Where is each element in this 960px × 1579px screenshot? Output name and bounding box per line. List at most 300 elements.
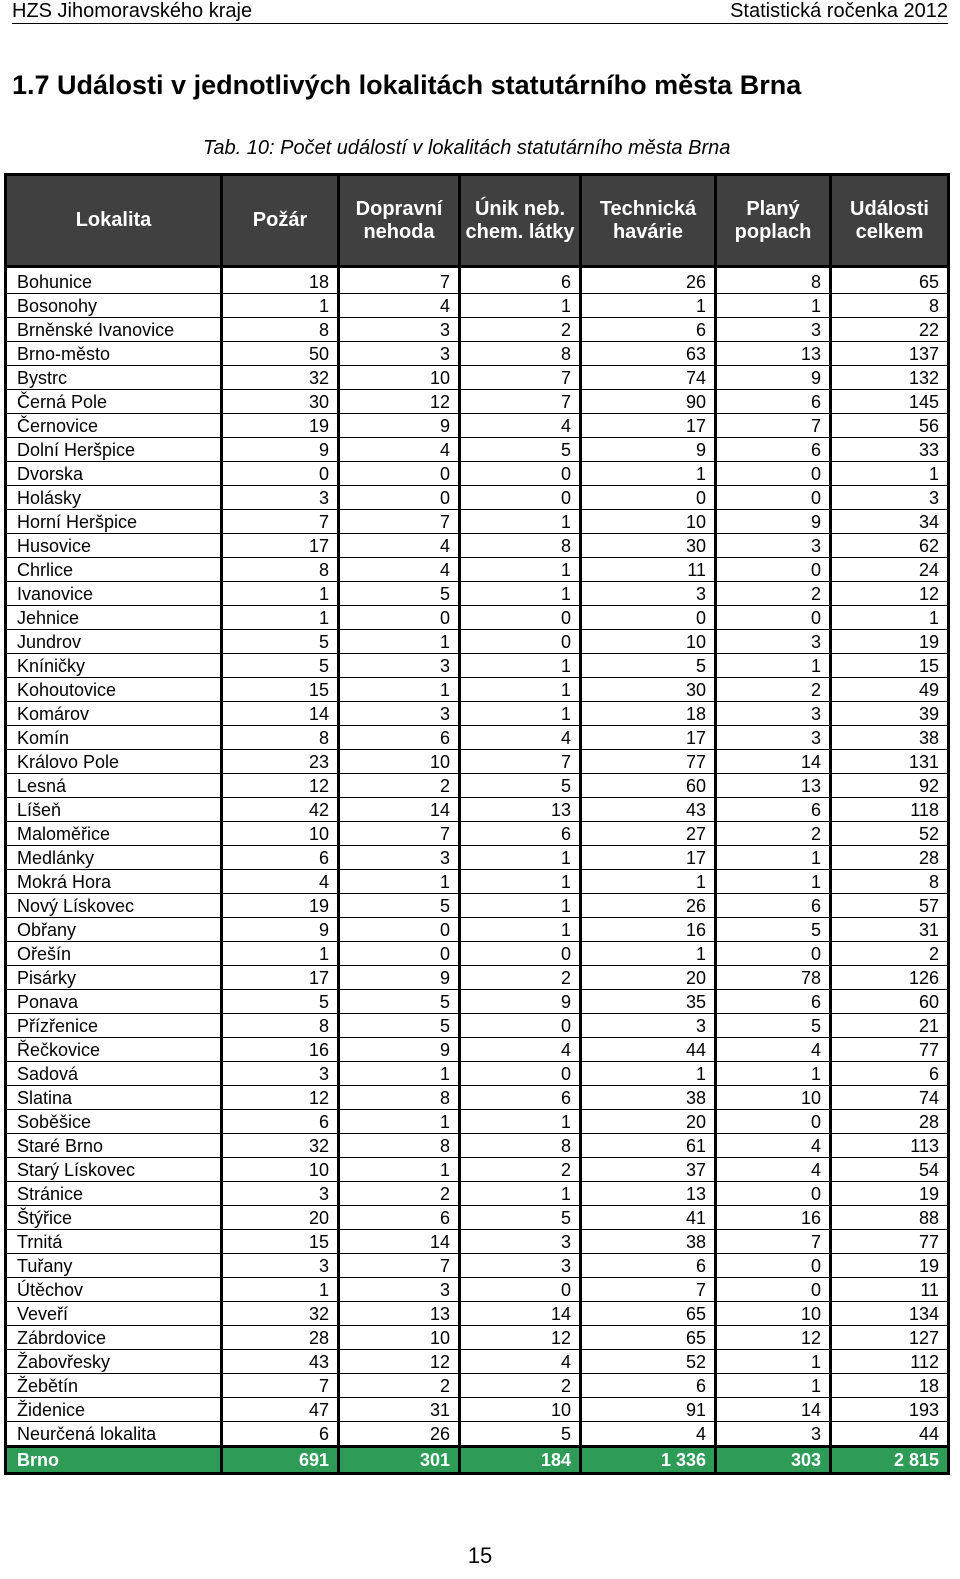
row-value: 56: [831, 414, 949, 438]
row-value: 8: [339, 1134, 460, 1158]
row-value: 126: [831, 966, 949, 990]
row-value: 4: [339, 294, 460, 318]
row-value: 31: [339, 1398, 460, 1422]
row-value: 6: [581, 1254, 716, 1278]
row-value: 33: [831, 438, 949, 462]
row-value: 14: [222, 702, 339, 726]
total-cell: 301: [339, 1447, 460, 1474]
row-value: 7: [460, 366, 581, 390]
row-value: 16: [716, 1206, 831, 1230]
row-value: 20: [581, 966, 716, 990]
row-value: 4: [339, 534, 460, 558]
row-value: 14: [716, 750, 831, 774]
row-value: 1: [222, 606, 339, 630]
row-value: 4: [222, 870, 339, 894]
total-cell: 184: [460, 1447, 581, 1474]
table-row: [6, 1278, 949, 1302]
table-body: [6, 267, 949, 1447]
table-header-row: [6, 175, 949, 267]
row-value: 17: [222, 534, 339, 558]
row-value: 1: [831, 462, 949, 486]
row-value: 1: [339, 1062, 460, 1086]
col-header-technicka-havarie: Technická havárie: [581, 175, 716, 267]
events-table: [4, 173, 950, 1475]
row-locality: Žebětín: [6, 1374, 222, 1398]
table-row: [6, 534, 949, 558]
row-value: 13: [460, 798, 581, 822]
row-locality: Stránice: [6, 1182, 222, 1206]
table-row: [6, 1374, 949, 1398]
row-value: 26: [581, 267, 716, 294]
table-row: [6, 366, 949, 390]
row-value: 18: [222, 267, 339, 294]
row-value: 16: [222, 1038, 339, 1062]
col-header-plany-poplach: Planý poplach: [716, 175, 831, 267]
row-value: 88: [831, 1206, 949, 1230]
row-value: 19: [222, 414, 339, 438]
row-value: 10: [339, 366, 460, 390]
row-value: 3: [716, 1422, 831, 1447]
row-value: 32: [222, 1302, 339, 1326]
table-row: [6, 486, 949, 510]
row-value: 113: [831, 1134, 949, 1158]
row-value: 74: [581, 366, 716, 390]
row-locality: Štýřice: [6, 1206, 222, 1230]
row-value: 1: [339, 630, 460, 654]
row-value: 3: [339, 654, 460, 678]
row-value: 4: [716, 1158, 831, 1182]
row-value: 20: [222, 1206, 339, 1230]
row-locality: Žabovřesky: [6, 1350, 222, 1374]
table-row: [6, 846, 949, 870]
row-value: 6: [460, 822, 581, 846]
row-value: 2: [716, 822, 831, 846]
row-value: 1: [716, 846, 831, 870]
row-value: 3: [716, 318, 831, 342]
row-value: 47: [222, 1398, 339, 1422]
row-value: 8: [716, 267, 831, 294]
row-value: 0: [716, 942, 831, 966]
row-value: 193: [831, 1398, 949, 1422]
row-locality: Sadová: [6, 1062, 222, 1086]
row-value: 0: [581, 606, 716, 630]
total-cell: 1 336: [581, 1447, 716, 1474]
row-value: 1: [581, 294, 716, 318]
row-locality: Brno-město: [6, 342, 222, 366]
row-value: 2: [716, 582, 831, 606]
row-value: 0: [339, 462, 460, 486]
row-value: 3: [460, 1254, 581, 1278]
row-value: 0: [460, 606, 581, 630]
row-value: 19: [222, 894, 339, 918]
row-value: 65: [581, 1326, 716, 1350]
row-value: 6: [222, 846, 339, 870]
table-row: [6, 294, 949, 318]
table-row: [6, 438, 949, 462]
row-value: 19: [831, 1182, 949, 1206]
table-row: [6, 630, 949, 654]
row-locality: Přízřenice: [6, 1014, 222, 1038]
row-value: 2: [460, 1158, 581, 1182]
row-value: 44: [581, 1038, 716, 1062]
row-value: 1: [460, 846, 581, 870]
row-value: 10: [222, 1158, 339, 1182]
row-locality: Černovice: [6, 414, 222, 438]
row-locality: Husovice: [6, 534, 222, 558]
row-value: 44: [831, 1422, 949, 1447]
row-value: 5: [460, 774, 581, 798]
row-value: 131: [831, 750, 949, 774]
row-value: 0: [716, 1110, 831, 1134]
row-value: 4: [460, 1038, 581, 1062]
row-value: 13: [716, 774, 831, 798]
row-value: 3: [460, 1230, 581, 1254]
row-value: 19: [831, 630, 949, 654]
row-value: 2: [831, 942, 949, 966]
row-value: 28: [831, 1110, 949, 1134]
row-value: 1: [460, 870, 581, 894]
row-value: 1: [339, 678, 460, 702]
row-value: 49: [831, 678, 949, 702]
row-value: 74: [831, 1086, 949, 1110]
row-value: 0: [460, 942, 581, 966]
row-value: 3: [716, 534, 831, 558]
row-value: 4: [339, 558, 460, 582]
row-value: 28: [831, 846, 949, 870]
row-value: 0: [716, 1254, 831, 1278]
row-locality: Starý Lískovec: [6, 1158, 222, 1182]
row-locality: Lesná: [6, 774, 222, 798]
row-value: 31: [831, 918, 949, 942]
row-value: 132: [831, 366, 949, 390]
table-row: [6, 582, 949, 606]
row-value: 3: [339, 846, 460, 870]
table-row: [6, 414, 949, 438]
row-locality: Tuřany: [6, 1254, 222, 1278]
row-value: 2: [716, 678, 831, 702]
row-locality: Obřany: [6, 918, 222, 942]
row-value: 14: [716, 1398, 831, 1422]
row-locality: Kohoutovice: [6, 678, 222, 702]
row-value: 1: [339, 1110, 460, 1134]
row-value: 6: [716, 438, 831, 462]
row-value: 7: [716, 1230, 831, 1254]
row-value: 9: [339, 966, 460, 990]
row-value: 15: [222, 678, 339, 702]
row-value: 3: [716, 630, 831, 654]
table-row: [6, 1326, 949, 1350]
row-value: 34: [831, 510, 949, 534]
row-value: 8: [460, 534, 581, 558]
row-locality: Horní Heršpice: [6, 510, 222, 534]
row-locality: Židenice: [6, 1398, 222, 1422]
table-row: [6, 1110, 949, 1134]
row-value: 8: [831, 870, 949, 894]
row-value: 8: [460, 1134, 581, 1158]
row-value: 5: [716, 918, 831, 942]
table-row: [6, 1254, 949, 1278]
row-locality: Komárov: [6, 702, 222, 726]
row-value: 8: [222, 318, 339, 342]
row-value: 3: [716, 702, 831, 726]
row-value: 0: [460, 1278, 581, 1302]
row-value: 3: [339, 1278, 460, 1302]
row-value: 5: [222, 630, 339, 654]
row-value: 0: [460, 1014, 581, 1038]
row-value: 0: [716, 486, 831, 510]
row-value: 77: [831, 1038, 949, 1062]
row-value: 112: [831, 1350, 949, 1374]
row-value: 10: [460, 1398, 581, 1422]
row-value: 1: [222, 294, 339, 318]
row-value: 1: [581, 462, 716, 486]
row-locality: Jehnice: [6, 606, 222, 630]
row-value: 0: [581, 486, 716, 510]
row-value: 60: [581, 774, 716, 798]
row-value: 0: [339, 942, 460, 966]
row-value: 37: [581, 1158, 716, 1182]
row-locality: Černá Pole: [6, 390, 222, 414]
row-value: 1: [460, 582, 581, 606]
row-value: 43: [222, 1350, 339, 1374]
row-value: 0: [339, 918, 460, 942]
row-value: 15: [831, 654, 949, 678]
row-value: 65: [831, 267, 949, 294]
row-value: 39: [831, 702, 949, 726]
row-value: 35: [581, 990, 716, 1014]
row-value: 0: [716, 606, 831, 630]
row-value: 0: [716, 558, 831, 582]
col-header-lokalita: Lokalita: [6, 175, 222, 267]
row-locality: Nový Lískovec: [6, 894, 222, 918]
row-value: 1: [716, 870, 831, 894]
row-value: 118: [831, 798, 949, 822]
row-value: 6: [716, 990, 831, 1014]
row-locality: Zábrdovice: [6, 1326, 222, 1350]
row-value: 7: [339, 1254, 460, 1278]
row-value: 6: [831, 1062, 949, 1086]
row-value: 17: [581, 414, 716, 438]
row-value: 134: [831, 1302, 949, 1326]
row-value: 3: [339, 702, 460, 726]
row-value: 28: [222, 1326, 339, 1350]
row-value: 12: [460, 1326, 581, 1350]
row-locality: Bystrc: [6, 366, 222, 390]
row-value: 27: [581, 822, 716, 846]
page-number: 15: [467, 1543, 493, 1568]
row-value: 12: [716, 1326, 831, 1350]
table-row: [6, 390, 949, 414]
row-value: 5: [460, 1422, 581, 1447]
total-cell: 691: [222, 1447, 339, 1474]
row-value: 1: [460, 654, 581, 678]
row-value: 9: [460, 990, 581, 1014]
total-cell: 303: [716, 1447, 831, 1474]
row-value: 16: [581, 918, 716, 942]
row-value: 2: [460, 318, 581, 342]
table-row: [6, 1086, 949, 1110]
row-value: 0: [339, 606, 460, 630]
row-value: 26: [339, 1422, 460, 1447]
table-row: [6, 606, 949, 630]
table-row: [6, 1422, 949, 1447]
row-value: 9: [222, 918, 339, 942]
row-value: 43: [581, 798, 716, 822]
row-value: 12: [339, 390, 460, 414]
row-value: 12: [222, 1086, 339, 1110]
row-value: 10: [581, 510, 716, 534]
section-title: 1.7 Události v jednotlivých lokalitách statutárního města Brna: [12, 70, 802, 100]
row-value: 5: [339, 990, 460, 1014]
row-value: 1: [460, 894, 581, 918]
table-row: [6, 678, 949, 702]
col-header-udalosti-celkem: Události celkem: [831, 175, 949, 267]
row-value: 1: [339, 1158, 460, 1182]
table-row: [6, 462, 949, 486]
row-value: 1: [460, 1182, 581, 1206]
row-locality: Kníničky: [6, 654, 222, 678]
row-locality: Královo Pole: [6, 750, 222, 774]
row-value: 11: [831, 1278, 949, 1302]
row-locality: Řečkovice: [6, 1038, 222, 1062]
row-value: 1: [831, 606, 949, 630]
row-value: 1: [716, 654, 831, 678]
row-value: 5: [339, 582, 460, 606]
table-row: [6, 1158, 949, 1182]
row-value: 8: [222, 558, 339, 582]
row-value: 20: [581, 1110, 716, 1134]
row-value: 92: [831, 774, 949, 798]
row-locality: Slatina: [6, 1086, 222, 1110]
row-value: 1: [581, 1062, 716, 1086]
row-value: 0: [716, 1278, 831, 1302]
row-value: 14: [339, 1230, 460, 1254]
row-value: 7: [716, 414, 831, 438]
row-value: 1: [716, 1350, 831, 1374]
table-row: [6, 870, 949, 894]
row-value: 1: [460, 702, 581, 726]
row-value: 0: [460, 630, 581, 654]
row-value: 23: [222, 750, 339, 774]
table-row: [6, 558, 949, 582]
row-value: 0: [716, 1182, 831, 1206]
table-row: [6, 1134, 949, 1158]
row-value: 1: [222, 942, 339, 966]
row-value: 1: [460, 558, 581, 582]
row-value: 2: [339, 1182, 460, 1206]
row-value: 10: [581, 630, 716, 654]
row-value: 7: [460, 750, 581, 774]
table-row: [6, 702, 949, 726]
row-value: 5: [716, 1014, 831, 1038]
row-value: 32: [222, 366, 339, 390]
row-value: 12: [222, 774, 339, 798]
row-value: 38: [831, 726, 949, 750]
row-value: 19: [831, 1254, 949, 1278]
table-row: [6, 942, 949, 966]
row-value: 60: [831, 990, 949, 1014]
row-value: 7: [222, 1374, 339, 1398]
row-value: 0: [339, 486, 460, 510]
row-value: 6: [222, 1110, 339, 1134]
row-value: 8: [222, 726, 339, 750]
row-value: 4: [581, 1422, 716, 1447]
table-row: [6, 654, 949, 678]
row-value: 5: [460, 1206, 581, 1230]
row-value: 0: [716, 462, 831, 486]
row-value: 9: [339, 414, 460, 438]
row-value: 61: [581, 1134, 716, 1158]
total-label: Brno: [6, 1447, 222, 1474]
row-value: 3: [581, 582, 716, 606]
row-value: 7: [339, 822, 460, 846]
row-value: 63: [581, 342, 716, 366]
row-value: 3: [339, 318, 460, 342]
row-value: 2: [460, 966, 581, 990]
row-value: 32: [222, 1134, 339, 1158]
row-value: 10: [339, 750, 460, 774]
row-value: 6: [339, 726, 460, 750]
row-value: 3: [716, 726, 831, 750]
table-row: [6, 990, 949, 1014]
row-value: 4: [339, 438, 460, 462]
row-value: 6: [581, 1374, 716, 1398]
row-value: 1: [339, 870, 460, 894]
row-value: 1: [460, 1110, 581, 1134]
row-value: 17: [581, 846, 716, 870]
row-value: 9: [716, 510, 831, 534]
row-value: 5: [460, 438, 581, 462]
row-value: 8: [831, 294, 949, 318]
row-locality: Bohunice: [6, 267, 222, 294]
row-value: 1: [460, 510, 581, 534]
table-row: [6, 1398, 949, 1422]
row-locality: Líšeň: [6, 798, 222, 822]
row-locality: Medlánky: [6, 846, 222, 870]
row-value: 4: [716, 1038, 831, 1062]
row-value: 1: [716, 294, 831, 318]
row-value: 0: [460, 1062, 581, 1086]
row-locality: Holásky: [6, 486, 222, 510]
row-locality: Staré Brno: [6, 1134, 222, 1158]
row-value: 4: [460, 414, 581, 438]
row-value: 77: [831, 1230, 949, 1254]
row-value: 50: [222, 342, 339, 366]
row-value: 38: [581, 1086, 716, 1110]
row-value: 30: [581, 534, 716, 558]
row-value: 17: [581, 726, 716, 750]
row-value: 3: [222, 1254, 339, 1278]
total-row: [6, 1447, 949, 1474]
row-value: 52: [831, 822, 949, 846]
row-value: 6: [460, 267, 581, 294]
row-value: 6: [339, 1206, 460, 1230]
row-value: 13: [339, 1302, 460, 1326]
row-value: 10: [339, 1326, 460, 1350]
row-value: 8: [460, 342, 581, 366]
row-value: 7: [339, 510, 460, 534]
row-value: 13: [581, 1182, 716, 1206]
page-header: [12, 0, 948, 24]
row-value: 6: [716, 798, 831, 822]
row-value: 5: [339, 1014, 460, 1038]
table-row: [6, 918, 949, 942]
header-publication: Statistická ročenka 2012: [730, 0, 948, 22]
row-value: 1: [716, 1062, 831, 1086]
table-row: [6, 318, 949, 342]
table-row: [6, 750, 949, 774]
table-caption: Tab. 10: Počet událostí v lokalitách statutárního města Brna: [203, 137, 731, 159]
